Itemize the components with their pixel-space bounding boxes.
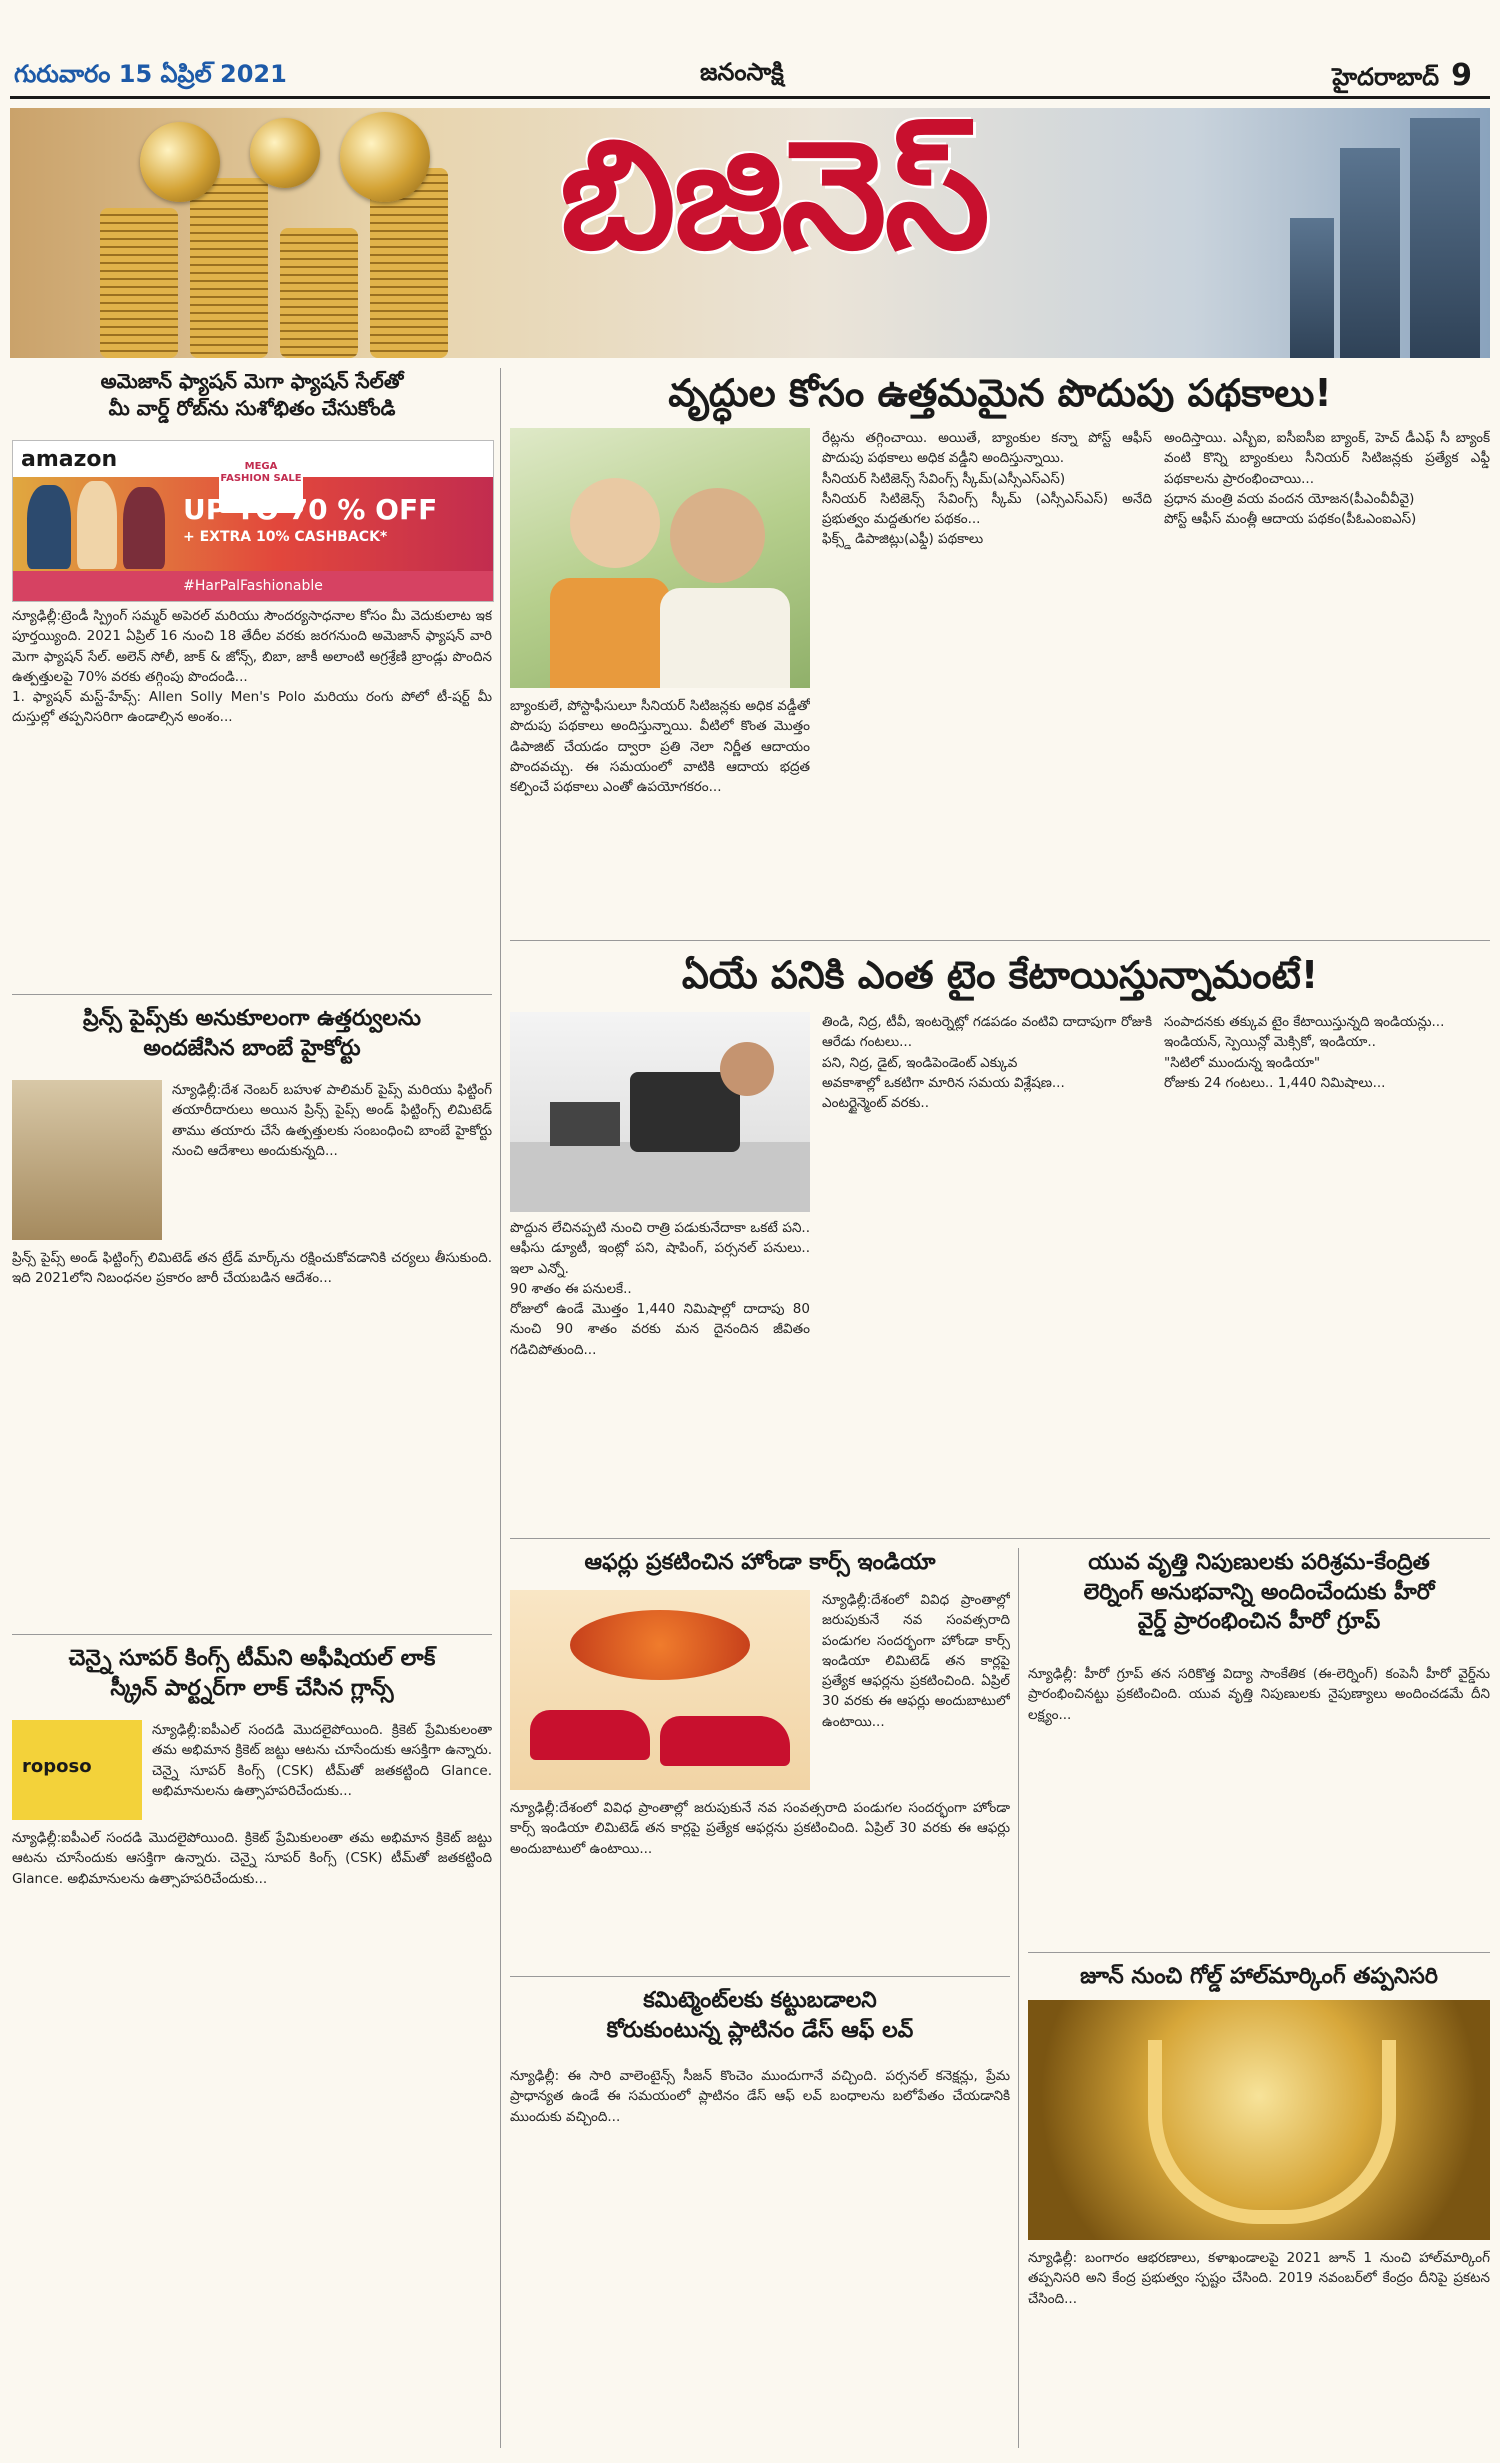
coin-icon xyxy=(140,122,220,202)
page-number: 9 xyxy=(1451,58,1472,93)
divider xyxy=(12,994,492,995)
divider xyxy=(12,1634,492,1635)
honda-cars-photo xyxy=(510,1590,810,1790)
divider xyxy=(1028,1952,1490,1953)
model-figure xyxy=(77,481,117,569)
coin-icon xyxy=(250,118,320,188)
mega-sale-badge: MEGA FASHION SALE xyxy=(219,457,303,513)
city-label: హైదరాబాద్ xyxy=(1332,63,1440,91)
model-figure xyxy=(123,487,165,569)
building-icon xyxy=(1290,218,1334,358)
amazon-body: న్యూఢిల్లీ:ట్రెండీ స్ప్రింగ్ సమ్మర్ అపెరల్ మరియు సౌందర్యసాధనాల కోసం మీ వెదుకులాట ఇక పూర్తయ్యింది. 2021 ఏప్రిల్ 16 నుంచి 18 తేదీల వరకు జరగనుంది అమెజాన్ ఫ్యాషన్ వారి మెగా ఫ్యాషన్ సేల్. అలెన్ సోలీ, జాక్ & జోన్స్, బిబా, జాకీ అలాంటి అగ్రశ్రేణి బ్రాండ్లు పొందిన ఉత్పత్తులపై 70% వరకు తగ్గింపు పొందండి... 1. ఫ్యాషన్ మస్ట్-హేవ్స్: Allen Solly Men's Polo మరియు రంగు పోలో టీ-షర్ట్ మీ దుస్తుల్లో తప్పనిసరిగా ఉండాల్సిన అంశం... xyxy=(12,608,492,726)
woman-face xyxy=(570,478,660,568)
time-col3: సంపాదనకు తక్కువ టైం కేటాయిస్తున్నది ఇండియన్లు... ఇండియన్, స్పెయిన్లో మెక్సికో, ఇండియా.. "సిటిలో ముందున్న ఇండియా" రోజుకు 24 గంటలు.. 1,440 నిమిషాలు... xyxy=(1164,1014,1445,1091)
tired-worker-photo xyxy=(510,1012,810,1212)
time-col2: తిండి, నిద్ర, టీవీ, ఇంటర్నెట్లో గడపడం వంటివి దాదాపుగా రోజుకి ఆరేడు గంటలు... పని, నిద్ర, డైట్, ఇండిపెండెంట్ ఎక్కువ అవకాశాల్లో ఒకటిగా మారిన సమయ విశ్లేషణ... ఎంటర్టైన్మెంట్ వరకు.. xyxy=(822,1014,1152,1111)
gold-jewellery-photo xyxy=(1028,2000,1490,2240)
highcourt-photo xyxy=(12,1080,162,1240)
platinum-headline: కమిట్మెంట్‌లకు కట్టుబడాలని కోరుకుంటున్న ప్లాటినం డేస్ ఆఫ్ లవ్ xyxy=(606,1988,914,2043)
woman-shawl xyxy=(550,578,670,688)
city-and-page xyxy=(1332,58,1472,97)
divider xyxy=(510,940,1490,941)
man-shirt xyxy=(660,588,790,688)
gold-body: న్యూఢిల్లీ: బంగారం ఆభరణాలు, కళాఖండాలపై 2021 జూన్ 1 నుంచి హాల్‌మార్కింగ్ తప్పనిసరి అని కేంద్ర ప్రభుత్వం స్పష్టం చేసింది. 2019 నవంబర్‌లో కేంద్రం దీనిపై ప్రకటన చేసింది... xyxy=(1028,2250,1490,2307)
column-divider xyxy=(1018,1548,1019,2448)
honda-headline: ఆఫర్లు ప్రకటించిన హోండా కార్స్ ఇండియా xyxy=(584,1550,936,1575)
header-divider xyxy=(10,96,1490,99)
csk-body-intro: న్యూఢిల్లీ:ఐపీఎల్ సందడి మొదలైపోయింది. క్రికెట్ ప్రేమికులంతా తమ అభిమాన క్రికెట్ జట్టు ఆటను చూసేందుకు ఆసక్తిగా ఉన్నారు. చెన్నై సూపర్ కింగ్స్ (CSK) టీమ్‌తో జతకట్టింది Glance. అభిమానులను ఉత్సాహపరిచేందుకు... xyxy=(152,1722,492,1799)
ad-cashback: + EXTRA 10% CASHBACK* xyxy=(183,529,388,545)
roposo-promo-image xyxy=(12,1720,142,1820)
gold-headline: జూన్ నుంచి గోల్డ్ హాల్‌మార్కింగ్ తప్పనిసరి xyxy=(1080,1964,1438,1989)
necklace-icon xyxy=(1148,2040,1396,2224)
worker-head xyxy=(720,1042,774,1096)
highcourt-body: న్యూఢిల్లీ:దేశ నెంబర్ బహుళ పాలిమర్ పైప్స్ మరియు ఫిట్టింగ్ తయారీదారులు అయిన ప్రిన్స్ పైప్స్ అండ్ ఫిట్టింగ్స్ లిమిటెడ్ తాము తయారు చేసే ఉత్పత్తులకు సంబంధించి బాంబే హైకోర్టు నుంచి ఆదేశాలు అందుకున్నది... xyxy=(172,1082,492,1159)
building-icon xyxy=(1340,148,1400,358)
laptop-icon xyxy=(550,1102,620,1146)
pensions-col3: అందిస్తాయి. ఎస్బీఐ, ఐసీఐసీఐ బ్యాంక్, హెచ్ డీఎఫ్ సీ బ్యాంక్ వంటి కొన్ని బ్యాంకులు సీనియర్ సిటిజన్లకు ప్రత్యేక ఎఫ్డీ పథకాలను ప్రారంభించాయి... ప్రధాన మంత్రి వయ వందన యోజన(పీఎంవీవీవై) పోస్ట్ ఆఫీస్ మంత్లీ ఆదాయ పథకం(పీఓఎంఐఎస్) xyxy=(1164,430,1490,527)
pensions-headline: వృద్ధుల కోసం ఉత్తమమైన పొదుపు పథకాలు! xyxy=(668,371,1332,415)
ad-offer: UP TO 70 % OFF xyxy=(183,493,438,526)
worker-suit xyxy=(630,1072,740,1152)
divider xyxy=(510,1538,1490,1539)
amazon-logo: amazon xyxy=(21,447,118,472)
platinum-body: న్యూఢిల్లీ: ఈ సారి వాలెంటైన్స్ సీజన్ కొంచెం ముందుగానే వచ్చింది. పర్సనల్ కనెక్షన్లు, ప్రేమ ప్రాధాన్యత ఉండే ఈ సమయంలో ప్లాటినం డేస్ ఆఫ్ లవ్ బంధాలను బలోపేతం చేయడానికి ముందుకు వచ్చింది... xyxy=(510,2068,1010,2125)
amazon-headline: అమెజాన్ ఫ్యాషన్ మెగా ఫ్యాషన్ సేల్‌తో మీ వార్డ్ రోబ్‌ను సుశోభితం చేసుకోండి xyxy=(100,369,404,420)
ad-hashtag: #HarPalFashionable xyxy=(13,571,493,601)
time-col1: పొద్దున లేచినప్పటి నుంచి రాత్రి పడుకునేదాకా ఒకటే పని.. ఆఫీసు డ్యూటీ, ఇంట్లో పని, షాపింగ్, పర్సనల్ పనులు.. ఇలా ఎన్నో. 90 శాతం ఈ పనులకే.. రోజులో ఉండే మొత్తం 1,440 నిమిషాల్లో దాదాపు 80 నుంచి 90 శాతం వరకు మన దైనందిన జీవితం గడిచిపోతుంది... xyxy=(510,1220,810,1358)
car-icon xyxy=(660,1716,790,1766)
desk xyxy=(510,1142,810,1212)
section-title: బిజినెస్ xyxy=(560,107,988,283)
man-face xyxy=(670,488,765,583)
masthead-logo: జనంసాక్షి xyxy=(700,58,784,86)
pensions-col1: బ్యాంకులే, పోస్టాఫీసులూ సీనియర్ సిటిజన్లకు అధిక వడ్డీతో పొదుపు పథకాలు అందిస్తున్నాయి. వీటిలో కొంత మొత్తం డిపాజిట్ చేయడం ద్వారా ప్రతి నెలా నిర్ణీత ఆదాయం పొందవచ్చు. ఈ సమయంలో వాటికి ఆదాయ భద్రత కల్పించే పథకాలు ఎంతో ఉపయోగకరం... xyxy=(510,698,810,795)
column-divider xyxy=(500,368,501,2448)
car-icon xyxy=(530,1710,650,1760)
coin-stack xyxy=(190,178,268,358)
coin-stack xyxy=(280,228,358,358)
elderly-couple-photo xyxy=(510,428,810,688)
hero-headline: యువ వృత్తి నిపుణులకు పరిశ్రమ-కేంద్రిత లెర్నింగ్ అనుభవాన్ని అందించేందుకు హీరో వైర్డ్ ప్రారంభించిన హీరో గ్రూప్ xyxy=(1083,1550,1435,1635)
amazon-advertisement xyxy=(12,440,494,602)
roposo-badge: roposo xyxy=(22,1756,92,1777)
time-headline: ఏయే పనికి ఎంత టైం కేటాయిస్తున్నామంటే! xyxy=(681,953,1319,997)
honda-body-intro: న్యూఢిల్లీ:దేశంలో వివిధ ప్రాంతాల్లో జరుపుకునే నవ సంవత్సరాది పండుగల సందర్భంగా హోండా కార్స్ ఇండియా లిమిటెడ్ తన కార్లపై ప్రత్యేక ఆఫర్లను ప్రకటించింది. ఏప్రిల్ 30 వరకు ఈ ఆఫర్లు అందుబాటులో ఉంటాయి... xyxy=(822,1592,1010,1730)
divider xyxy=(510,1976,1010,1977)
coin-icon xyxy=(340,112,430,202)
csk-headline: చెన్నై సూపర్ కింగ్స్ టీమ్‌ని అఫీషియల్ లాక్ స్క్రీన్ పార్ట్నర్‌గా లాక్ చేసిన గ్లాన్స్ xyxy=(68,1646,436,1701)
csk-body: న్యూఢిల్లీ:ఐపీఎల్ సందడి మొదలైపోయింది. క్రికెట్ ప్రేమికులంతా తమ అభిమాన క్రికెట్ జట్టు ఆటను చూసేందుకు ఆసక్తిగా ఉన్నారు. చెన్నై సూపర్ కింగ్స్ (CSK) టీమ్‌తో జతకట్టింది Glance. అభిమానులను ఉత్సాహపరిచేందుకు... xyxy=(12,1830,492,1887)
hero-body: న్యూఢిల్లీ: హీరో గ్రూప్ తన సరికొత్త విద్యా సాంకేతిక (ఈ-లెర్నింగ్) కంపెనీ హీరో వైర్డ్‌ను ప్రారంభించినట్టు ప్రకటించింది. యువ వృత్తి నిపుణులకు నైపుణ్యాలు అందించడమే దీని లక్ష్యం... xyxy=(1028,1666,1490,1723)
coin-stack xyxy=(100,208,178,358)
pensions-col2: రేట్లను తగ్గించాయి. అయితే, బ్యాంకుల కన్నా పోస్ట్ ఆఫీస్ పొదుపు పథకాలు అధిక వడ్డీని అందిస్తున్నాయి. సీనియర్ సిటిజెన్స్ సేవింగ్స్ స్కీమ్(ఎస్సీఎస్ఎస్) సీనియర్ సిటిజెన్స్ సేవింగ్స్ స్కీమ్ (ఎస్సీఎస్ఎస్) అనేది ప్రభుత్వం మద్దతుగల పథకం... ఫిక్స్డ్ డిపాజిట్లు(ఎఫ్డీ) పథకాలు xyxy=(822,430,1152,548)
model-figure xyxy=(27,485,71,569)
festival-decoration xyxy=(570,1610,750,1680)
highcourt-headline: ప్రిన్స్ పైప్స్‌కు అనుకూలంగా ఉత్తర్వులను అందజేసిన బాంబే హైకోర్టు xyxy=(83,1006,421,1061)
highcourt-body-continued: ప్రిన్స్ పైప్స్ అండ్ ఫిట్టింగ్స్ లిమిటెడ్ తన ట్రేడ్ మార్క్‌ను రక్షించుకోవడానికి చర్యలు తీసుకుంది. ఇది 2021లోని నిబంధనల ప్రకారం జారీ చేయబడిన ఆదేశం... xyxy=(12,1250,492,1287)
issue-date: గురువారం 15 ఏప్రిల్ 2021 xyxy=(14,60,287,88)
building-icon xyxy=(1410,118,1480,358)
honda-body: న్యూఢిల్లీ:దేశంలో వివిధ ప్రాంతాల్లో జరుపుకునే నవ సంవత్సరాది పండుగల సందర్భంగా హోండా కార్స్ ఇండియా లిమిటెడ్ తన కార్లపై ప్రత్యేక ఆఫర్లను ప్రకటించింది. ఏప్రిల్ 30 వరకు ఈ ఆఫర్లు అందుబాటులో ఉంటాయి... xyxy=(510,1800,1010,1857)
